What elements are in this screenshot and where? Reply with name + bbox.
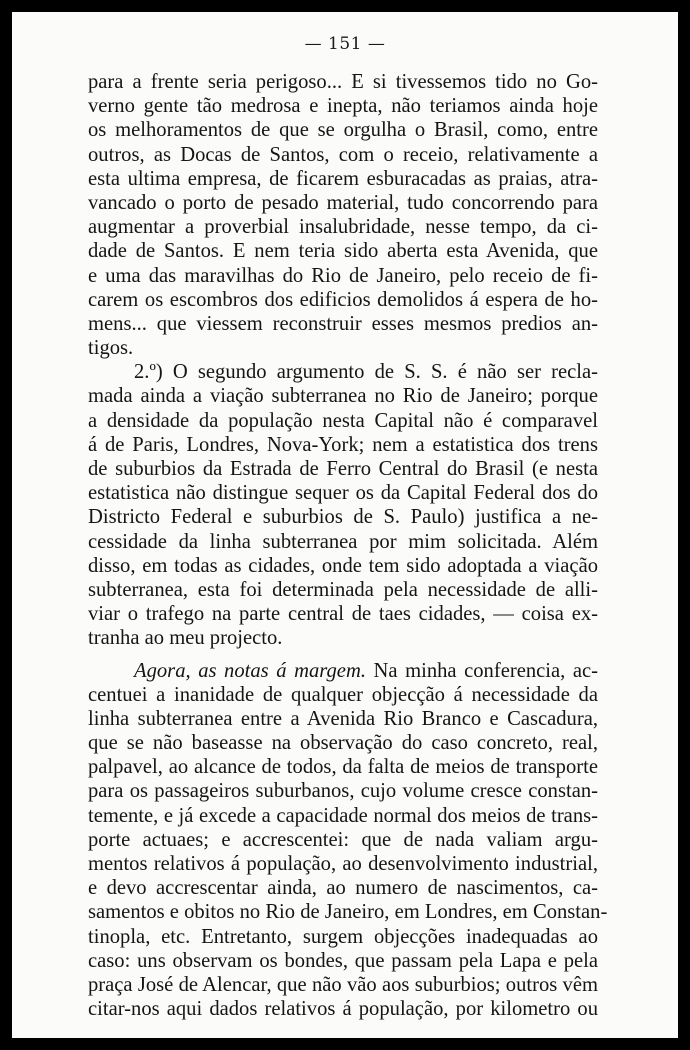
- text-line: verno gente tão medrosa e inepta, não teriamos ainda hoje: [88, 95, 598, 118]
- text-line: [88, 659, 598, 683]
- first-line-rest: Na minha conferencia, ac-: [365, 659, 598, 682]
- text-line: caso: uns observam os bondes, que passam pela Lapa e pela: [88, 949, 598, 972]
- text-line: para a frente seria perigoso... E si tivessemos tido no Go-: [88, 71, 598, 93]
- text-line: estatistica não distingue sequer os da Capital Federal dos do: [88, 482, 598, 505]
- text-line: que se não baseasse na observação do caso concreto, real,: [88, 732, 598, 755]
- text-line: centuei a inanidade de qualquer objecção á necessidade da: [88, 683, 598, 706]
- text-line: para os passageiros suburbanos, cujo volume cresce constan-: [88, 780, 598, 803]
- text-line: tinopla, etc. Entretanto, surgem objecções inadequadas ao: [88, 925, 598, 948]
- text-line: porte actuaes; e accrescentei: que de nada valiam argu-: [88, 828, 598, 851]
- paragraph-2: [88, 360, 598, 650]
- text-line: dade de Santos. E nem teria sido aberta esta Avenida, que: [88, 240, 598, 263]
- text-line: esta ultima empresa, de ficarem esburacadas as praias, atra-: [88, 167, 598, 190]
- text-line: praça José de Alencar, que não vão aos suburbios; outros vêm: [88, 973, 598, 996]
- paragraph-1: [88, 70, 598, 360]
- text-line: samentos e obitos no Rio de Janeiro, em Londres, em Constan-: [88, 901, 608, 924]
- paragraph-gap: [88, 651, 598, 659]
- body-text: [88, 70, 608, 1021]
- text-line: citar-nos aqui dados relativos á população, por kilometro ou: [88, 998, 598, 1021]
- text-line: carem os escombros dos edificios demolidos á espera de ho-: [88, 288, 598, 311]
- text-line: viar o trafego na parte central de taes cidades, — coisa ex-: [88, 603, 598, 626]
- text-line: e uma das maravilhas do Rio de Janeiro, pelo receio de fi-: [88, 264, 598, 287]
- text-line: temente, e já excede a capacidade normal dos meios de trans-: [88, 804, 598, 827]
- paragraph-3: [88, 659, 608, 1022]
- text-line: cessidade da linha subterranea por mim solicitada. Além: [88, 530, 598, 553]
- text-line: mentos relativos á população, ao desenvolvimento industrial,: [88, 853, 598, 875]
- text-line: mada ainda a viação subterranea no Rio de Janeiro; porque: [88, 385, 598, 408]
- text-line: á de Paris, Londres, Nova-York; nem a estatistica dos trens: [88, 433, 598, 456]
- text-line: de suburbios da Estrada de Ferro Central do Brasil (e nesta: [88, 458, 598, 480]
- text-line: vancado o porto de pesado material, tudo concorrendo para: [88, 191, 598, 214]
- text-line: Districto Federal e suburbios de S. Paulo) justifica a ne-: [88, 506, 598, 529]
- text-line: outros, as Docas de Santos, com o receio, relativamente a: [88, 143, 598, 166]
- page-number: — 151 —: [304, 34, 386, 54]
- text-line: augmentar a proverbial insalubridade, nesse tempo, da ci-: [88, 216, 598, 239]
- text-line: a densidade da população nesta Capital não é comparavel: [88, 409, 598, 432]
- text-line: disso, em todas as cidades, onde tem sido adoptada a viação: [88, 554, 598, 577]
- text-line: subterranea, esta foi determinada pela necessidade de alli-: [88, 578, 598, 601]
- text-line: 2.º) O segundo argumento de S. S. é não ser recla-: [134, 361, 598, 384]
- book-page: [12, 12, 678, 1038]
- text-line: e devo accrescentar ainda, ao numero de nascimentos, ca-: [88, 877, 598, 900]
- text-line: palpavel, ao alcance de todos, da falta de meios de transporte: [88, 756, 598, 779]
- text-line: linha subterranea entre a Avenida Rio Branco e Cascadura,: [88, 707, 598, 730]
- italic-lead: Agora, as notas á margem.: [134, 659, 366, 682]
- text-line: tranha ao meu projecto.: [88, 627, 283, 650]
- text-line: os melhoramentos de que se orgulha o Brasil, como, entre: [88, 119, 598, 142]
- text-line: mens... que viessem reconstruir esses mesmos predios an-: [88, 312, 598, 335]
- text-line: tigos.: [88, 337, 134, 360]
